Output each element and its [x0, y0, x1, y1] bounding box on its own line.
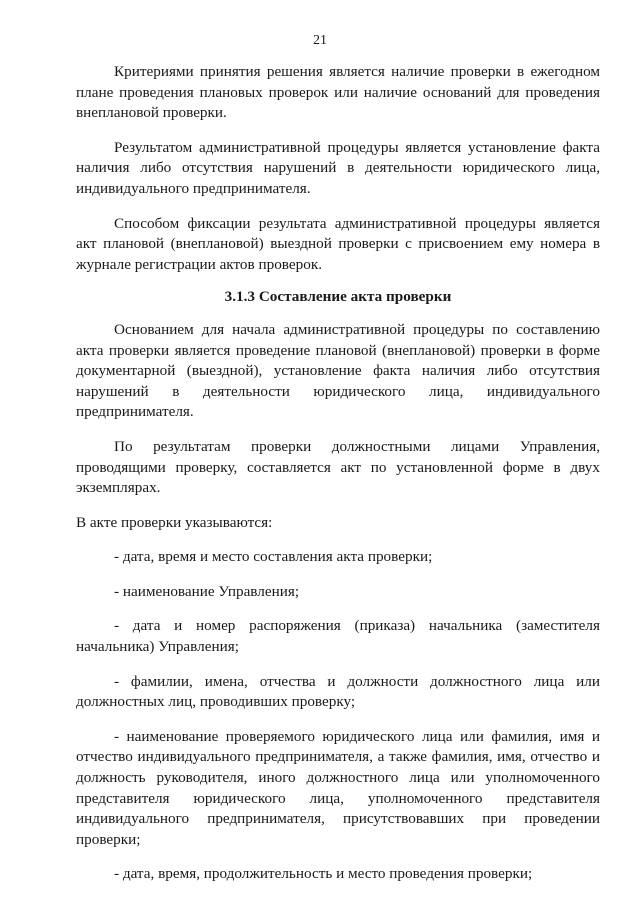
paragraph-decision-criteria: Критериями принятия решения является наличие проверки в ежегодном плане проведения плановых проверок или наличие оснований для проведения внеплановой проверки. — [76, 63, 600, 122]
list-item: - наименование проверяемого юридического лица или фамилия, имя и отчество индивидуального предпринимателя, а также фамилия, имя, отчество и должность руководителя, иного должностного лица или уполномоченного представителя юридического лица, уполномоченного представителя индивидуального предпринимателя, присутствовавших при проведении проверки; — [76, 727, 600, 848]
list-item: - наименование Управления; — [114, 582, 300, 600]
list-item: - дата и номер распоряжения (приказа) начальника (заместителя начальника) Управления; — [76, 617, 600, 656]
section-heading: 3.1.3 Составление акта проверки — [224, 288, 452, 306]
list-item: - дата, время, продолжительность и место проведения проверки; — [114, 865, 533, 883]
paragraph-act-drafting: По результатам проверки должностными лицами Управления, проводящими проверку, составляется акт по установленной форме в двух экземплярах. — [76, 437, 600, 497]
paragraph-result-fixation: Способом фиксации результата административной процедуры является акт плановой (внеплановой) выездной проверки с присвоением ему номера в журнале регистрации актов проверок. — [76, 214, 600, 273]
document-body — [76, 62, 600, 885]
paragraph-procedure-result: Результатом административной процедуры является установление факта наличия либо отсутствия нарушений в деятельности юридического лица, индивидуального предпринимателя. — [76, 138, 600, 197]
list-item: - дата, время и место составления акта проверки; — [114, 548, 433, 566]
list-item: - фамилии, имена, отчества и должности должностного лица или должностных лиц, проводивших проверку; — [76, 672, 600, 711]
page-number: 21 — [313, 33, 327, 48]
paragraph-act-contents-intro: В акте проверки указываются: — [76, 513, 273, 531]
paragraph-procedure-basis: Основанием для начала административной процедуры по составлению акта проверки является проведение плановой (внеплановой) проверки в форме документарной (выездной), установление факта наличия либо отсутствия нарушений в деятельности юридического лица, индивидуального предпринимателя. — [76, 320, 600, 421]
